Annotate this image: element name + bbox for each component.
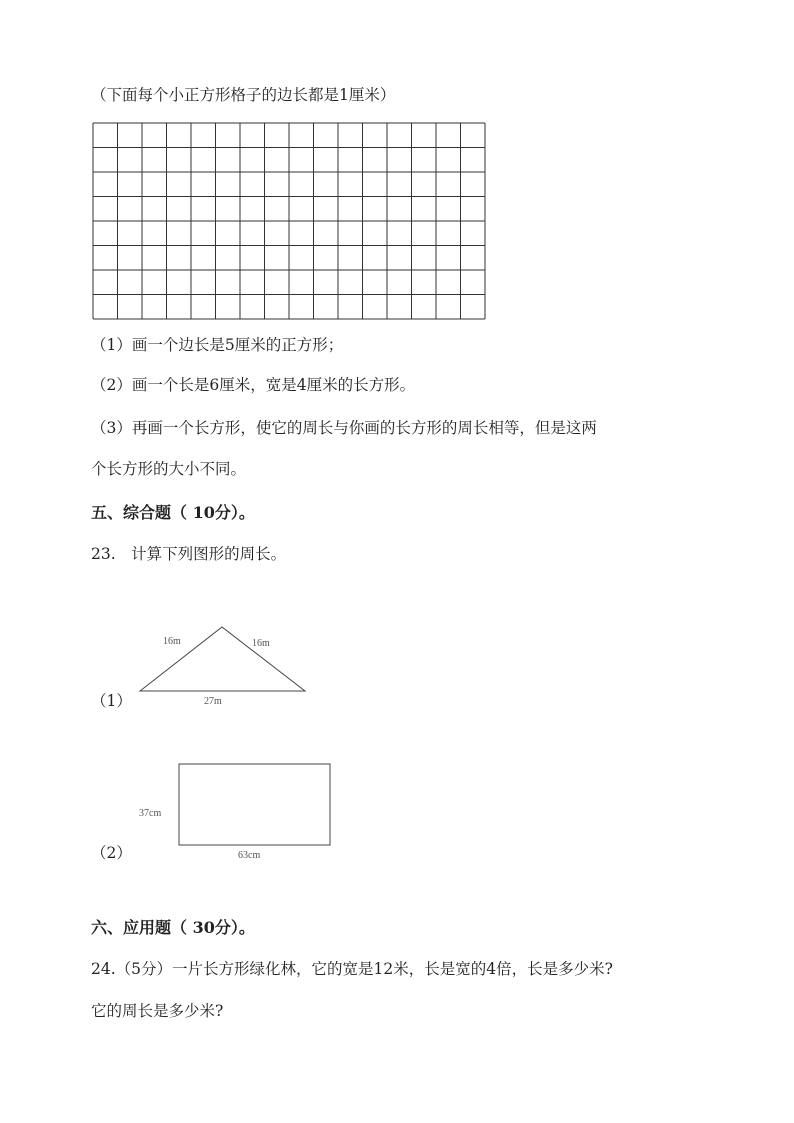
rectangle-width-label: 63cm bbox=[238, 850, 261, 861]
square-grid bbox=[93, 123, 485, 319]
rectangle-shape bbox=[179, 764, 330, 845]
fig1-label: （1） bbox=[91, 692, 132, 710]
rectangle-figure bbox=[135, 760, 335, 865]
triangle-right-side-label: 16m bbox=[252, 638, 270, 649]
rectangle-height-label: 37cm bbox=[139, 808, 162, 819]
q22-item-3-line-2: 个长方形的大小不同。 bbox=[91, 460, 247, 478]
q24-line-2: 它的周长是多少米? bbox=[91, 1002, 224, 1020]
q23-text: 23. 计算下列图形的周长。 bbox=[91, 545, 287, 563]
grid-note: （下面每个小正方形格子的边长都是1厘米） bbox=[91, 86, 396, 104]
q22-item-2: （2）画一个长是6厘米，宽是4厘米的长方形。 bbox=[91, 376, 416, 394]
q22-item-3-line-1: （3）再画一个长方形，使它的周长与你画的长方形的周长相等，但是这两 bbox=[91, 419, 597, 437]
q22-item-1: （1）画一个边长是5厘米的正方形； bbox=[91, 336, 344, 354]
section-6-heading: 六、应用题（ 30分）。 bbox=[91, 918, 255, 937]
fig2-label: （2） bbox=[91, 844, 132, 862]
triangle-base-label: 27m bbox=[204, 696, 222, 707]
grid-svg bbox=[93, 123, 485, 319]
triangle-figure bbox=[130, 620, 320, 715]
section-5-heading: 五、综合题（ 10分）。 bbox=[91, 503, 255, 522]
triangle-left-side-label: 16m bbox=[163, 636, 181, 647]
q24-line-1: 24.（5分）一片长方形绿化林，它的宽是12米，长是宽的4倍，长是多少米? bbox=[91, 960, 613, 978]
